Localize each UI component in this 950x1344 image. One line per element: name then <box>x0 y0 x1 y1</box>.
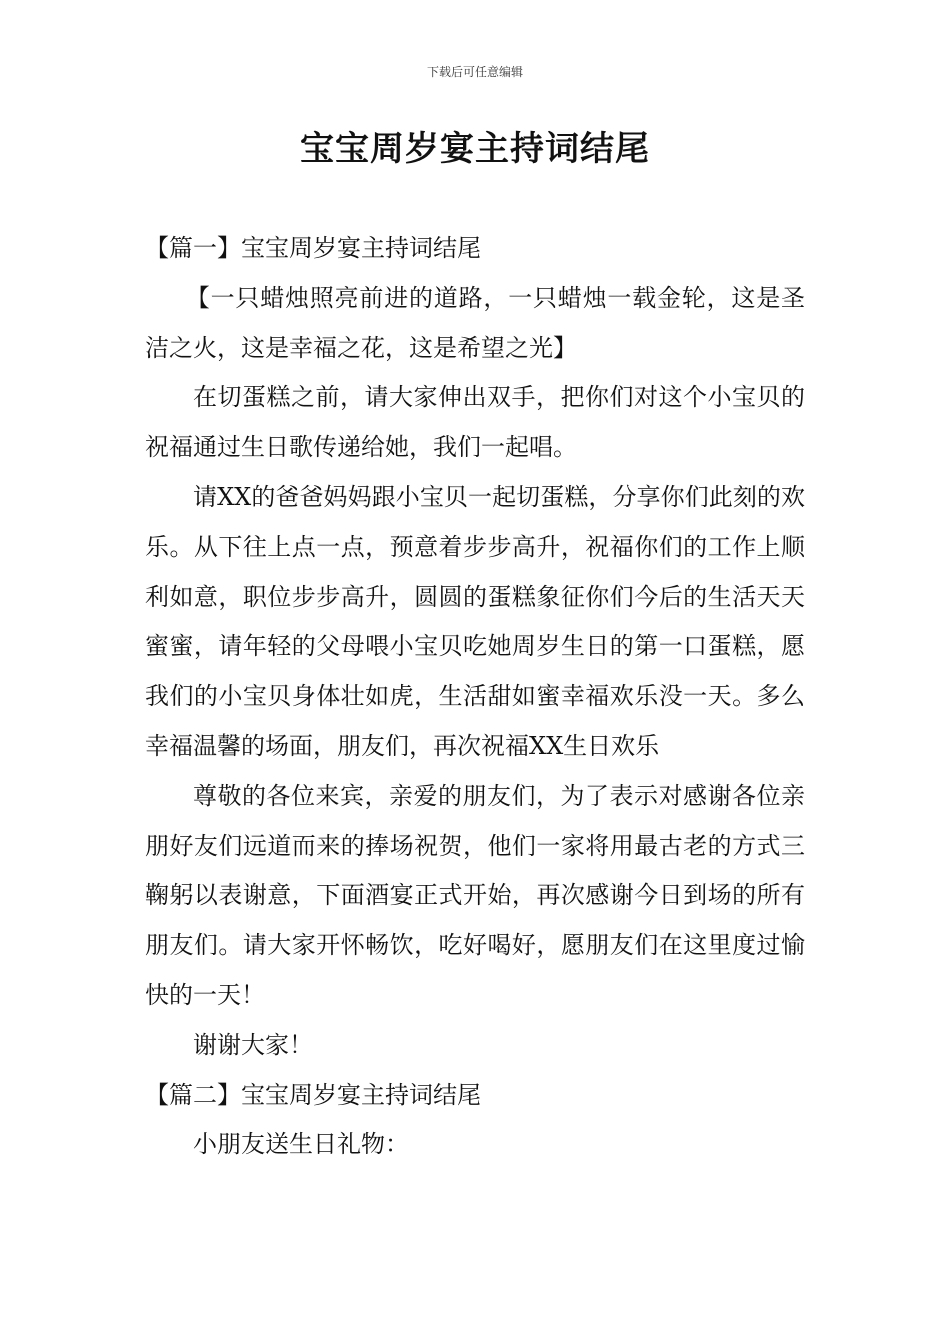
paragraph-birthday-song: 在切蛋糕之前，请大家伸出双手，把你们对这个小宝贝的祝福通过生日歌传递给她，我们一起唱。 <box>145 383 805 462</box>
paragraph-candle-verse: 【一只蜡烛照亮前进的道路，一只蜡烛一载金轮，这是圣洁之火，这是幸福之花，这是希望之光】 <box>145 283 805 362</box>
document-title: 宝宝周岁宴主持词结尾 <box>300 129 650 169</box>
header-note: 下载后可任意编辑 <box>426 65 523 79</box>
paragraph-thank-you: 谢谢大家！ <box>193 1030 313 1059</box>
document-body <box>145 224 805 1170</box>
paragraph-thanks-guests: 尊敬的各位来宾，亲爱的朋友们，为了表示对感谢各位亲朋好友们远道而来的捧场祝贺，他们一家将用最古老的方式三鞠躬以表谢意，下面酒宴正式开始，再次感谢今日到场的所有朋友们。请大家开怀畅饮，吃好喝好，愿朋友们在这里度过愉快的一天！ <box>145 781 805 1009</box>
paragraph-gifts: 小朋友送生日礼物： <box>193 1130 409 1159</box>
section-heading-1: 【篇一】宝宝周岁宴主持词结尾 <box>145 234 481 262</box>
section-heading-2: 【篇二】宝宝周岁宴主持词结尾 <box>145 1080 481 1109</box>
paragraph-cut-cake: 请XX的爸爸妈妈跟小宝贝一起切蛋糕，分享你们此刻的欢乐。从下往上点一点，预意着步步高升，祝福你们的工作上顺利如意，职位步步高升，圆圆的蛋糕象征你们今后的生活天天蜜蜜，请年轻的父母喂小宝贝吃她周岁生日的第一口蛋糕，愿我们的小宝贝身体壮如虎，生活甜如蜜幸福欢乐没一天。多么幸福温馨的场面，朋友们，再次祝福XX生日欢乐 <box>145 482 805 760</box>
